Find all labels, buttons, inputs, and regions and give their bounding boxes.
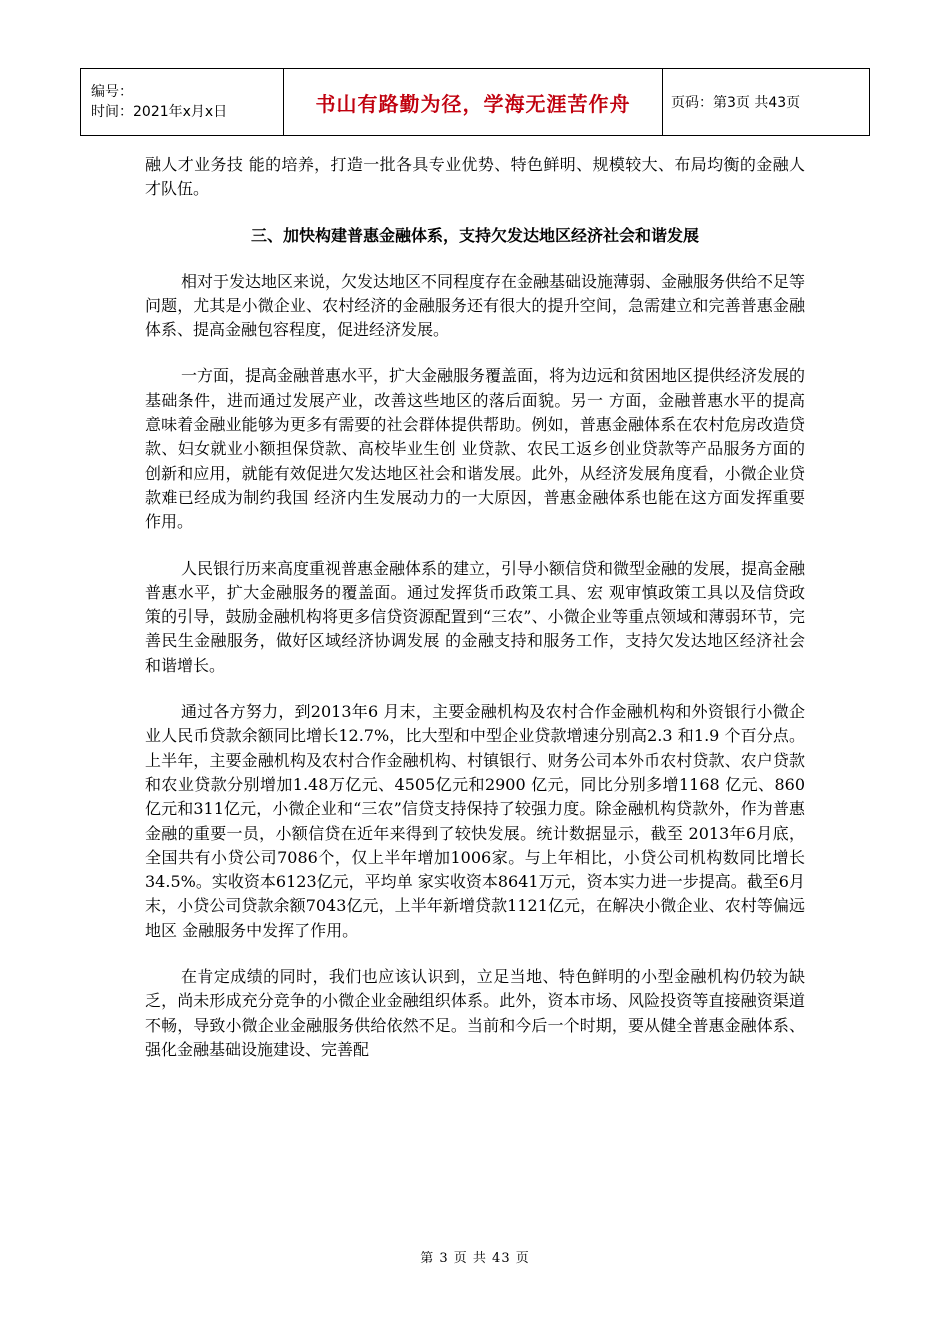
body-paragraph-2: 一方面，提高金融普惠水平，扩大金融服务覆盖面，将为边远和贫困地区提供经济发展的基础条件，进而通过发展产业，改善这些地区的落后面貌。另一 方面，金融普惠水平的提高意味着金融业能够为更多有需要的社会群体提供帮助。例如，普惠金融体系在农村危房改造贷款、妇女就业小额担保贷款、高校毕业生创 业贷款、农民工返乡创业贷款等产品服务方面的创新和应用，就能有效促进欠发达地区社会和谐发展。此外，从经济发展角度看，小微企业贷款难已经成为制约我国 经济内生发展动力的一大原因，普惠金融体系也能在这方面发挥重要作用。	[145, 366, 806, 532]
body-paragraph-1: 相对于发达地区来说，欠发达地区不同程度存在金融基础设施薄弱、金融服务供给不足等问题，尤其是小微企业、农村经济的金融服务还有很大的提升空间，急需建立和完善普惠金融体系、提高金融包容程度，促进经济发展。	[145, 271, 806, 340]
body-paragraph-4: 通过各方努力，到2013年6 月末，主要金融机构及农村合作金融机构和外资银行小微企业人民币贷款余额同比增长12.7%，比大型和中型企业贷款增速分别高2.3 和1.9 个百分点。上半年，主要金融机构及农村合作金融机构、村镇银行、财务公司本外币农村贷款、农户贷款和农业贷款分别增加1.48万亿元、4505亿元和2900 亿元，同比分别多增1168 亿元、860 亿元和311亿元，小微企业和“三农”信贷支持保持了较强力度。除金融机构贷款外，作为普惠金融的重要一员，小额信贷在近年来得到了较快发展。统计数据显示，截至 2013年6月底，全国共有小贷公司7086个，仅上半年增加1006家。与上年相比，小贷公司机构数同比增长34.5%。实收资本6123亿元，平均单 家实收资本8641万元，资本实力进一步提高。截至6月末，小贷公司贷款余额7043亿元，上半年新增贷款1121亿元，在解决小微企业、农村等偏远地区 金融服务中发挥了作用。	[145, 702, 805, 940]
header-page-info: 页码：第3页 共43页	[663, 69, 870, 136]
header-time-label: 时间：2021年x月x日	[91, 104, 228, 120]
body-paragraph-3: 人民银行历来高度重视普惠金融体系的建立，引导小额信贷和微型金融的发展，提高金融普惠水平，扩大金融服务的覆盖面。通过发挥货币政策工具、宏 观审慎政策工具以及信贷政策的引导，鼓励金融机构将更多信贷资源配置到“三农”、小微企业等重点领域和薄弱环节，完善民生金融服务，做好区域经济协调发展 的金融支持和服务工作，支持欠发达地区经济社会和谐增长。	[145, 558, 806, 675]
page-footer: 第 3 页 共 43 页	[420, 1251, 530, 1266]
header-number-label: 编号：	[91, 84, 133, 100]
header-motto: 书山有路勤为径，学海无涯苦作舟	[284, 69, 663, 136]
document-header	[80, 68, 870, 136]
header-meta-cell	[81, 69, 284, 136]
document-body	[145, 153, 805, 1062]
body-paragraph-0: 融人才业务技 能的培养，打造一批各具专业优势、特色鲜明、规模较大、布局均衡的金融人才队伍。	[145, 155, 805, 199]
section-heading: 三、加快构建普惠金融体系，支持欠发达地区经济社会和谐发展	[250, 225, 699, 245]
body-paragraph-5: 在肯定成绩的同时，我们也应该认识到，立足当地、特色鲜明的小型金融机构仍较为缺乏，尚未形成充分竞争的小微企业金融组织体系。此外，资本市场、风险投资等直接融资渠道不畅，导致小微企业金融服务供给依然不足。当前和今后一个时期，要从健全普惠金融体系、强化金融基础设施建设、完善配	[145, 967, 805, 1059]
